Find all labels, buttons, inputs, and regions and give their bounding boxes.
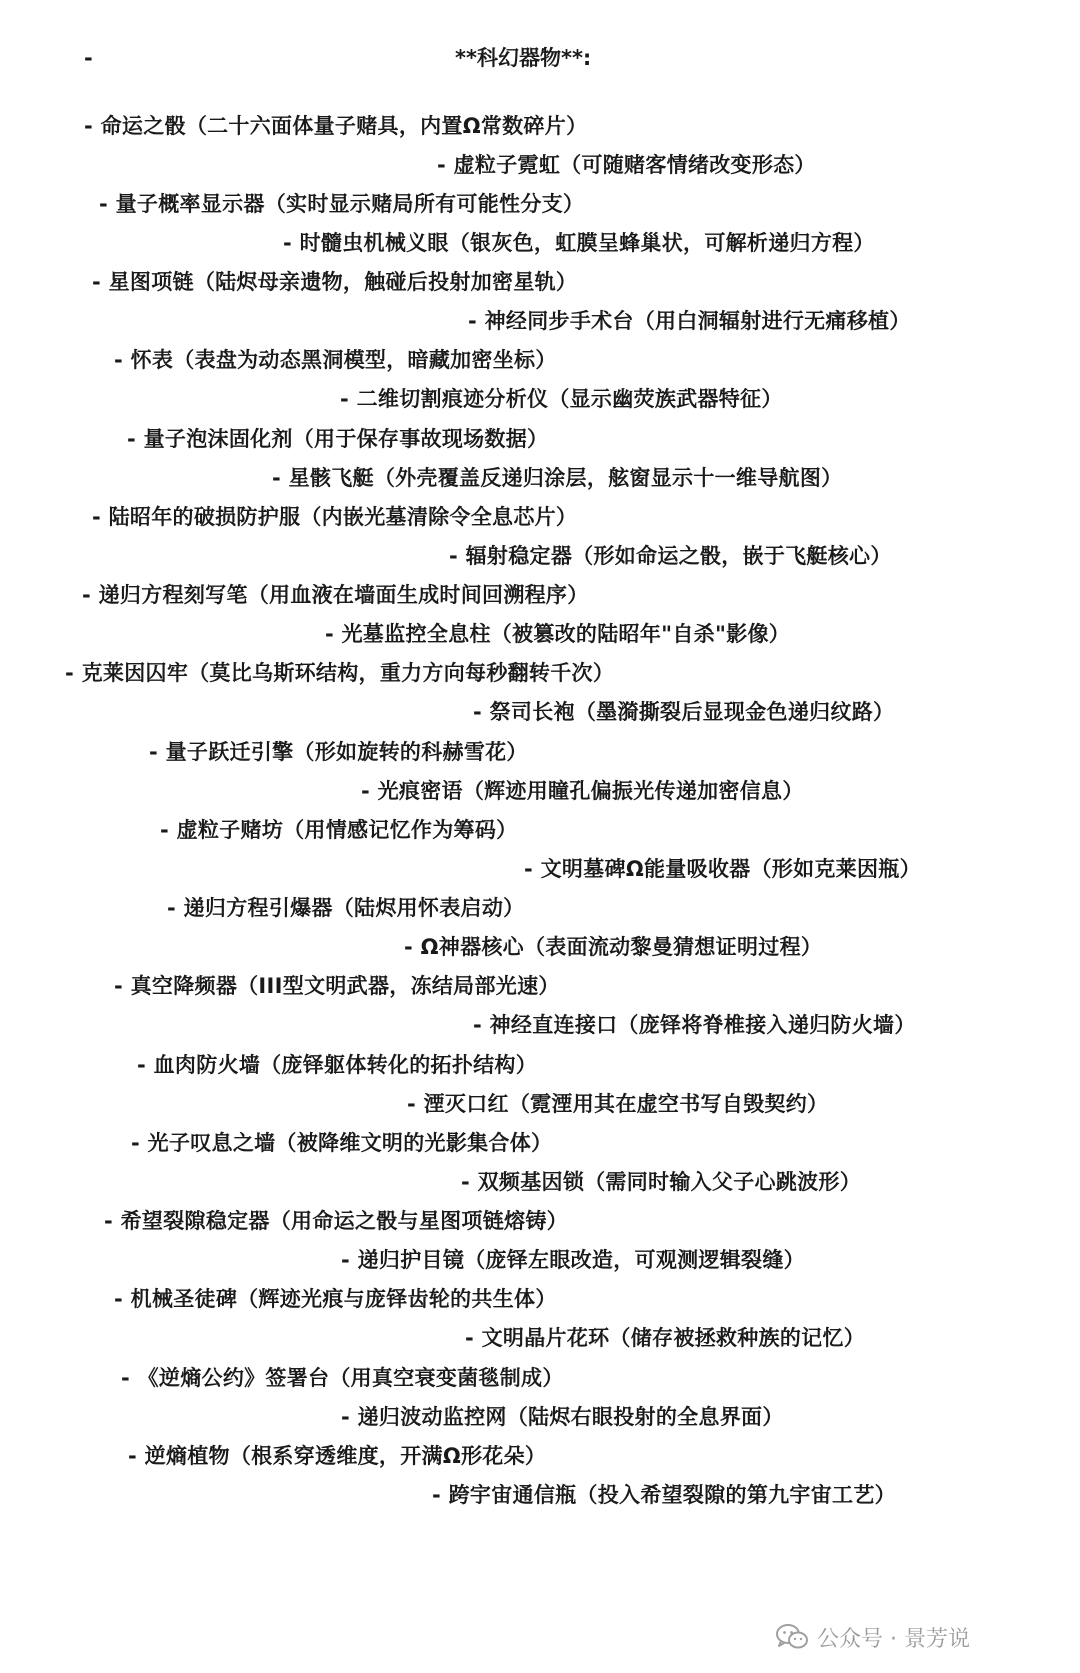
list-item: - 量子概率显示器（实时显示赌局所有可能性分支） [99,192,585,216]
list-item: - 星图项链（陆烬母亲遗物，触碰后投射加密星轨） [92,270,578,294]
wechat-icon [775,1623,809,1651]
list-item: - 陆昭年的破损防护服（内嵌光墓清除令全息芯片） [92,505,578,529]
list-item: - 递归方程刻写笔（用血液在墙面生成时间回溯程序） [82,583,589,607]
list-item: - 光子叹息之墙（被降维文明的光影集合体） [131,1131,553,1155]
list-item: - 递归波动监控网（陆烬右眼投射的全息界面） [341,1405,784,1429]
section-title: **科幻器物**: [455,46,592,70]
list-item: - Ω神器核心（表面流动黎曼猜想证明过程） [404,935,823,959]
list-item: - 克莱因囚牢（莫比乌斯环结构，重力方向每秒翻转千次） [65,661,615,685]
list-item: - 光墓监控全息柱（被篡改的陆昭年"自杀"影像） [325,622,791,646]
list-item: - 命运之骰（二十六面体量子赌具，内置Ω常数碎片） [84,114,588,138]
list-item: - 血肉防火墙（庞铎躯体转化的拓扑结构） [137,1053,538,1077]
list-item: - 《逆熵公约》签署台（用真空衰变菌毯制成） [121,1366,564,1390]
list-item: - 递归方程引爆器（陆烬用怀表启动） [167,896,525,920]
watermark-text: 公众号 · 景芳说 [817,1626,970,1652]
list-item: - 星骸飞艇（外壳覆盖反递归涂层，舷窗显示十一维导航图） [272,466,843,490]
list-item: - 怀表（表盘为动态黑洞模型，暗藏加密坐标） [114,348,557,372]
list-item: - 文明晶片花环（储存被拯救种族的记忆） [465,1326,866,1350]
list-item: - 虚粒子霓虹（可随赌客情绪改变形态） [437,153,816,177]
list-item: - 光痕密语（辉迹用瞳孔偏振光传递加密信息） [361,779,804,803]
list-item: - 祭司长袍（墨漪撕裂后显现金色递归纹路） [473,700,895,724]
list-item: - 跨宇宙通信瓶（投入希望裂隙的第九宇宙工艺） [432,1483,896,1507]
list-item: - 湮灭口红（霓湮用其在虚空书写自毁契约） [407,1092,829,1116]
list-item: - 神经直连接口（庞铎将脊椎接入递归防火墙） [473,1013,916,1037]
list-item: - 文明墓碑Ω能量吸收器（形如克莱因瓶） [524,857,921,881]
list-item: - 递归护目镜（庞铎左眼改造，可观测逻辑裂缝） [341,1248,805,1272]
list-item: - 虚粒子赌坊（用情感记忆作为筹码） [160,818,518,842]
list-item: - 真空降频器（III型文明武器，冻结局部光速） [114,974,560,998]
list-item: - 量子跃迁引擎（形如旋转的科赫雪花） [149,740,528,764]
list-item: - 时髓虫机械义眼（银灰色，虹膜呈蜂巢状，可解析递归方程） [283,231,875,255]
watermark [775,1620,970,1654]
header-dash: - [84,46,93,70]
list-item: - 量子泡沫固化剂（用于保存事故现场数据） [127,427,549,451]
list-item: - 辐射稳定器（形如命运之骰，嵌于飞艇核心） [449,544,892,568]
list-item: - 二维切割痕迹分析仪（显示幽荧族武器特征） [340,387,783,411]
list-item: - 机械圣徒碑（辉迹光痕与庞铎齿轮的共生体） [114,1287,557,1311]
list-item: - 希望裂隙稳定器（用命运之骰与星图项链熔铸） [104,1209,568,1233]
list-item: - 双频基因锁（需同时输入父子心跳波形） [461,1170,862,1194]
list-item: - 逆熵植物（根系穿透维度，开满Ω形花朵） [128,1444,547,1468]
list-item: - 神经同步手术台（用白洞辐射进行无痛移植） [468,309,911,333]
